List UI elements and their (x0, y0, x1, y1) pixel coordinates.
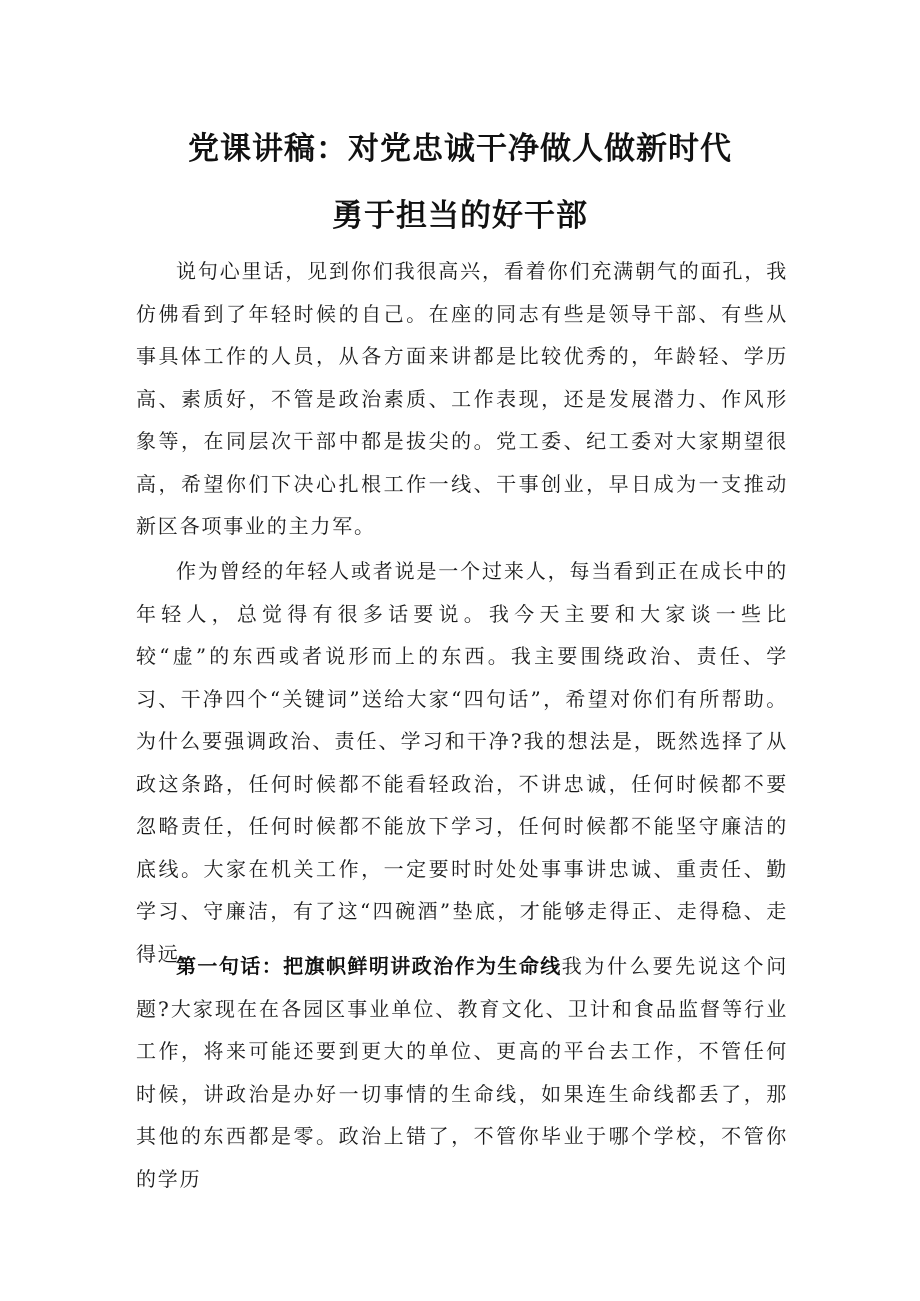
section-heading-first-sentence: 第一句话：把旗帜鲜明讲政治作为生命线 (176, 954, 562, 978)
paragraph-2: 作为曾经的年轻人或者说是一个过来人，每当看到正在成长中的年轻人，总觉得有很多话要说。我今天主要和大家谈一些比较“虚”的东西或者说形而上的东西。我主要围绕政治、责任、学习、干净四个“关键词”送给大家“四句话”，希望对你们有所帮助。为什么要强调政治、责任、学习和干净?我的想法是，既然选择了从政这条路，任何时候都不能看轻政治，不讲忠诚，任何时候都不要忽略责任，任何时候都不能放下学习，任何时候都不能坚守廉洁的底线。大家在机关工作，一定要时时处处事事讲忠诚、重责任、勤学习、守廉洁，有了这“四碗酒”垫底，才能够走得正、走得稳、走得远。 (136, 559, 788, 966)
document-title-line-1: 党课讲稿：对党忠诚干净做人做新时代 (188, 131, 732, 167)
document-title-line-2: 勇于担当的好干部 (332, 198, 588, 234)
paragraph-1: 说句心里话，见到你们我很高兴，看着你们充满朝气的面孔，我仿佛看到了年轻时候的自己。在座的同志有些是领导干部、有些从事具体工作的人员，从各方面来讲都是比较优秀的，年龄轻、学历高、素质好，不管是政治素质、工作表现，还是发展潜力、作风形象等，在同层次干部中都是拔尖的。党工委、纪工委对大家期望很高，希望你们下决心扎根工作一线、干事创业，早日成为一支推动新区各项事业的主力军。 (136, 259, 788, 538)
paragraph-3-body: 我为什么要先说这个问题?大家现在在各园区事业单位、教育文化、卫计和食品监督等行业工作，将来可能还要到更大的单位、更高的平台去工作，不管任何时候，讲政治是办好一切事情的生命线，如果连生命线都丢了，那其他的东西都是零。政治上错了，不管你毕业于哪个学校，不管你的学历 (136, 954, 789, 1191)
paragraph-3 (136, 945, 788, 1200)
